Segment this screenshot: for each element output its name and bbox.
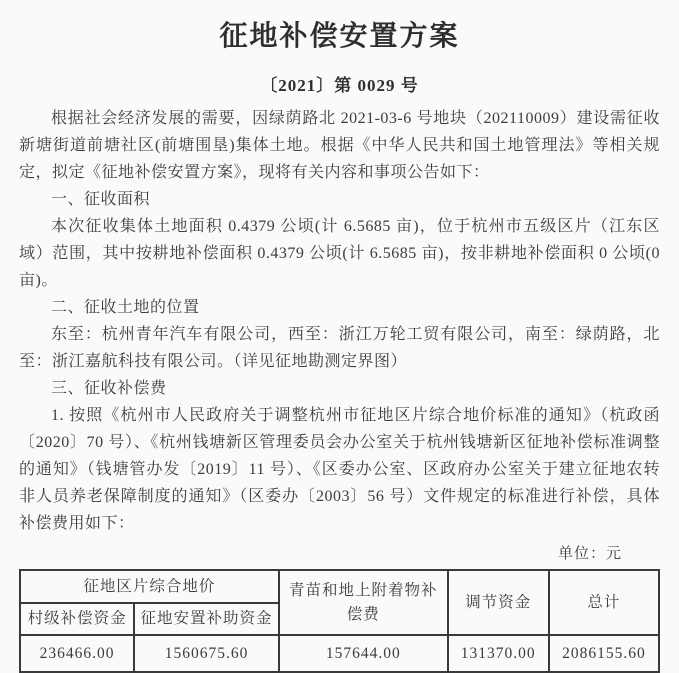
- section-1-heading: 一、征收面积: [51, 191, 151, 208]
- header-village-compensation: 村级补偿资金: [20, 603, 134, 635]
- unit-label: 单位：元: [557, 546, 622, 562]
- value-total: 2086155.60: [549, 635, 659, 672]
- group-header-comprehensive-price: 征地区片综合地价: [20, 570, 279, 603]
- section-1-body: 本次征收集体土地面积 0.4379 公顷(计 6.5685 亩)，位于杭州市五级区片（江东区域）范围，其中按耕地补偿面积 0.4379 公顷(计 6.5685 亩)，按非耕地补偿面积 0 公顷(0 亩)。: [19, 218, 660, 289]
- header-seedling-compensation: 青苗和地上附着物补偿费: [279, 570, 448, 635]
- table-row-values: [20, 635, 659, 672]
- section-2-body: 东至：杭州青年汽车有限公司，西至：浙江万轮工贸有限公司，南至：绿荫路，北至：浙江嘉航科技有限公司。（详见征地勘测定界图）: [19, 326, 660, 370]
- table-row-group-header: [20, 570, 659, 603]
- page-title: 征地补偿安置方案: [219, 21, 460, 52]
- doc-number: 〔2021〕第 0029 号: [260, 76, 419, 95]
- value-adjustment-fund: 131370.00: [448, 635, 549, 672]
- value-village-compensation: 236466.00: [20, 635, 134, 672]
- section-3-heading: 三、征收补偿费: [51, 380, 167, 397]
- header-resettlement-subsidy: 征地安置补助资金: [134, 603, 279, 635]
- section-3-body: 1. 按照《杭州市人民政府关于调整杭州市征地区片综合地价标准的通知》（杭政函〔2020〕70 号）、《杭州钱塘新区管理委员会办公室关于杭州钱塘新区征地补偿标准调整的通知》（钱塘管办发〔2019〕11 号）、《区委办公室、区政府办公室关于建立征地农转非人员养老保障制度的通知》（区委办〔2003〕56 号）文件规定的标准进行补偿，具体补偿费用如下：: [19, 407, 660, 532]
- section-2-heading: 二、征收土地的位置: [51, 299, 200, 316]
- header-adjustment-fund: 调节资金: [448, 570, 549, 635]
- compensation-table: [19, 569, 660, 673]
- value-resettlement-subsidy: 1560675.60: [134, 635, 279, 672]
- value-seedling-compensation: 157644.00: [279, 635, 448, 672]
- intro-paragraph: 根据社会经济发展的需要，因绿荫路北 2021-03-6 号地块（202110009）建设需征收新塘街道前塘社区(前塘围垦)集体土地。根据《中华人民共和国土地管理法》等相关规定，拟定《征地补偿安置方案》，现将有关内容和事项公告如下：: [19, 110, 660, 181]
- header-total: 总计: [549, 570, 659, 635]
